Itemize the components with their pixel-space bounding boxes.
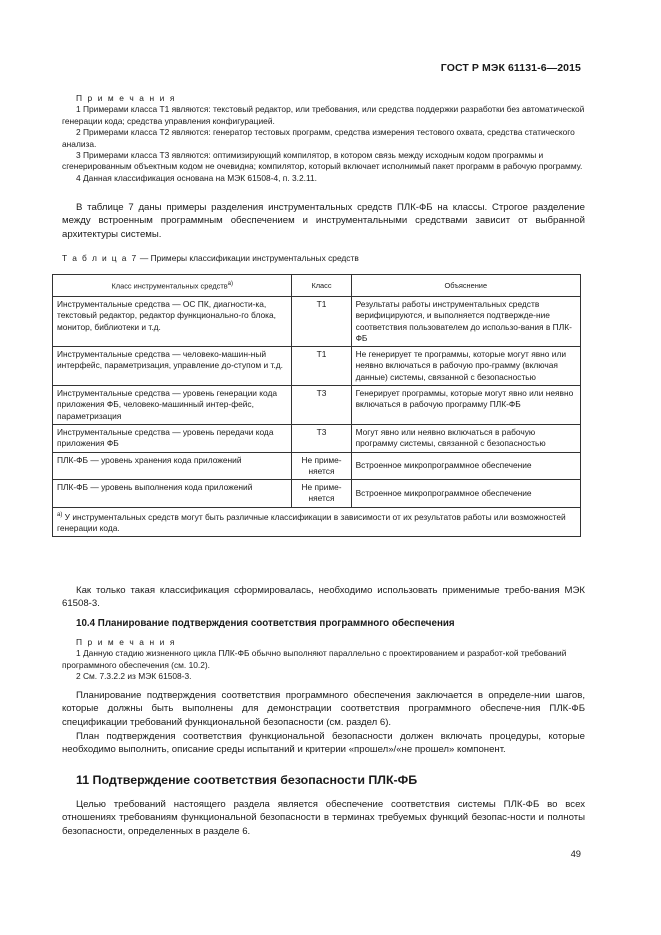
table-header-row xyxy=(53,275,581,297)
cell-explanation: Встроенное микропрограммное обеспечение xyxy=(351,480,580,508)
classification-table xyxy=(52,274,581,537)
header-tool-class: Класс инструментальных средств$^{а)}$ xyxy=(53,275,292,297)
cell-class: Не приме-няется xyxy=(292,480,351,508)
table-footnote-row xyxy=(53,507,581,536)
paragraph-table-intro: В таблице 7 даны примеры разделения инструментальных средств ПЛК-ФБ на классы. Строгое разделение между встроенным программным обеспечением и инструментальными средствами зависит от выбранной архитектуры системы. xyxy=(62,202,585,240)
paragraph-section-11: Целью требований настоящего раздела является обеспечение соответствия системы ПЛК-ФБ во всех отношениях требованиям функциональной безопасности в терминах требуемых функций безопас-ности и полноты безопасности, определенных в разделе 6. xyxy=(62,799,585,837)
table-row xyxy=(53,452,581,480)
note-2: 2 См. 7.3.2.2 из МЭК 61508-3. xyxy=(76,671,192,682)
footnote-mark: а) xyxy=(57,511,63,518)
paragraph-plan: План подтверждения соответствия функциональной безопасности должен включать процедуры, которые необходимо выполнить, описание среды испытаний и критерии «прошел»/«не прошел» компонент. xyxy=(62,731,585,756)
header-footnote-mark: а) xyxy=(227,281,233,288)
note-3: 3 Примерами класса Т3 являются: оптимизирующий компилятор, в котором связь между исходным кодом программы и сгенерированным объектным кодом не очевидна; компилятор, который включает исполнимый пакет программ в рабочую программу. xyxy=(62,150,583,172)
cell-class: Т3 xyxy=(292,386,351,425)
header-explanation: Объяснение xyxy=(351,275,580,297)
note-2: 2 Примерами класса Т2 являются: генератор тестовых программ, средства измерения тестового охвата, средства статического анализа. xyxy=(62,127,575,149)
table-row xyxy=(53,424,581,452)
cell-tool: Инструментальные средства — уровень передачи кода приложения ФБ xyxy=(53,424,292,452)
table-footnote xyxy=(53,507,581,536)
note-4: 4 Данная классификация основана на МЭК 61508-4, п. 3.2.11. xyxy=(76,172,317,183)
section-title-11: 11 Подтверждение соответствия безопасности ПЛК-ФБ xyxy=(76,773,418,787)
table-caption-text: — Примеры классификации инструментальных средств xyxy=(137,253,359,263)
note-1: 1 Данную стадию жизненного цикла ПЛК-ФБ обычно выполняют параллельно с проектированием и разработ-кой требований программного обеспечения (см. 10.2). xyxy=(62,648,567,670)
subsection-title-10-4: 10.4 Планирование подтверждения соответствия программного обеспечения xyxy=(76,618,455,629)
footnote-text: У инструментальных средств могут быть различные классификации в зависимости от их результатов работы или возможностей генерации кода. xyxy=(57,511,566,533)
table-caption-prefix: Т а б л и ц а 7 xyxy=(62,253,138,263)
cell-explanation: Могут явно или неявно включаться в рабочую программу системы, связанной с безопасностью xyxy=(351,424,580,452)
cell-tool: Инструментальные средства — ОС ПК, диагности-ка, текстовый редактор, редактор функционально-го блока, монитор, библиотеки и т.д. xyxy=(53,297,292,347)
page-number: 49 xyxy=(570,848,581,859)
paragraph-planning: Планирование подтверждения соответствия программного обеспечения заключается в определе-нии шагов, которые должны быть выполнены для демонстрации соответствия программного обеспече-ния ПЛК-ФБ спецификации требований функциональной безопасности (см. раздел 6). xyxy=(62,690,585,728)
notes-block xyxy=(62,93,585,184)
paragraph-requirements: Как только такая классификация сформировалась, необходимо использовать применимые требо-вания МЭК 61508-3. xyxy=(62,585,585,610)
notes-title: П р и м е ч а н и я xyxy=(76,93,176,103)
cell-class: Т1 xyxy=(292,347,351,386)
table-row xyxy=(53,386,581,425)
notes-title: П р и м е ч а н и я xyxy=(76,637,176,647)
cell-tool: ПЛК-ФБ — уровень выполнения кода приложений xyxy=(53,480,292,508)
table-caption xyxy=(62,253,359,263)
cell-explanation: Не генерирует те программы, которые могут явно или неявно включаться в рабочую про-грамму (включая данные) системы, связанной с безопасностью xyxy=(351,347,580,386)
cell-explanation: Результаты работы инструментальных средств верифицируются, и выполняется подтвержде-ние соответствия пользователем до использо-вания в ПЛК-ФБ xyxy=(351,297,580,347)
cell-tool: Инструментальные средства — уровень генерации кода приложения ФБ, человеко-машинный интер-фейс, параметризация xyxy=(53,386,292,425)
note-1: 1 Примерами класса Т1 являются: текстовый редактор, или требования, или средства поддержки разработки без автоматической генерации кода; средства управления конфигурацией. xyxy=(62,104,585,126)
cell-tool: ПЛК-ФБ — уровень хранения кода приложений xyxy=(53,452,292,480)
cell-class: Не приме-няется xyxy=(292,452,351,480)
cell-class: Т1 xyxy=(292,297,351,347)
cell-tool: Инструментальные средства — человеко-машин-ный интерфейс, параметризация, управление до-ступом и т.д. xyxy=(53,347,292,386)
cell-explanation: Встроенное микропрограммное обеспечение xyxy=(351,452,580,480)
table-row xyxy=(53,297,581,347)
cell-class: Т3 xyxy=(292,424,351,452)
cell-explanation: Генерирует программы, которые могут явно или неявно включаться в рабочую программу ПЛК-ФБ xyxy=(351,386,580,425)
header-class: Класс xyxy=(292,275,351,297)
notes-block-2 xyxy=(62,637,585,683)
document-header: ГОСТ Р МЭК 61131-6—2015 xyxy=(440,62,581,74)
table-row xyxy=(53,480,581,508)
table-row xyxy=(53,347,581,386)
